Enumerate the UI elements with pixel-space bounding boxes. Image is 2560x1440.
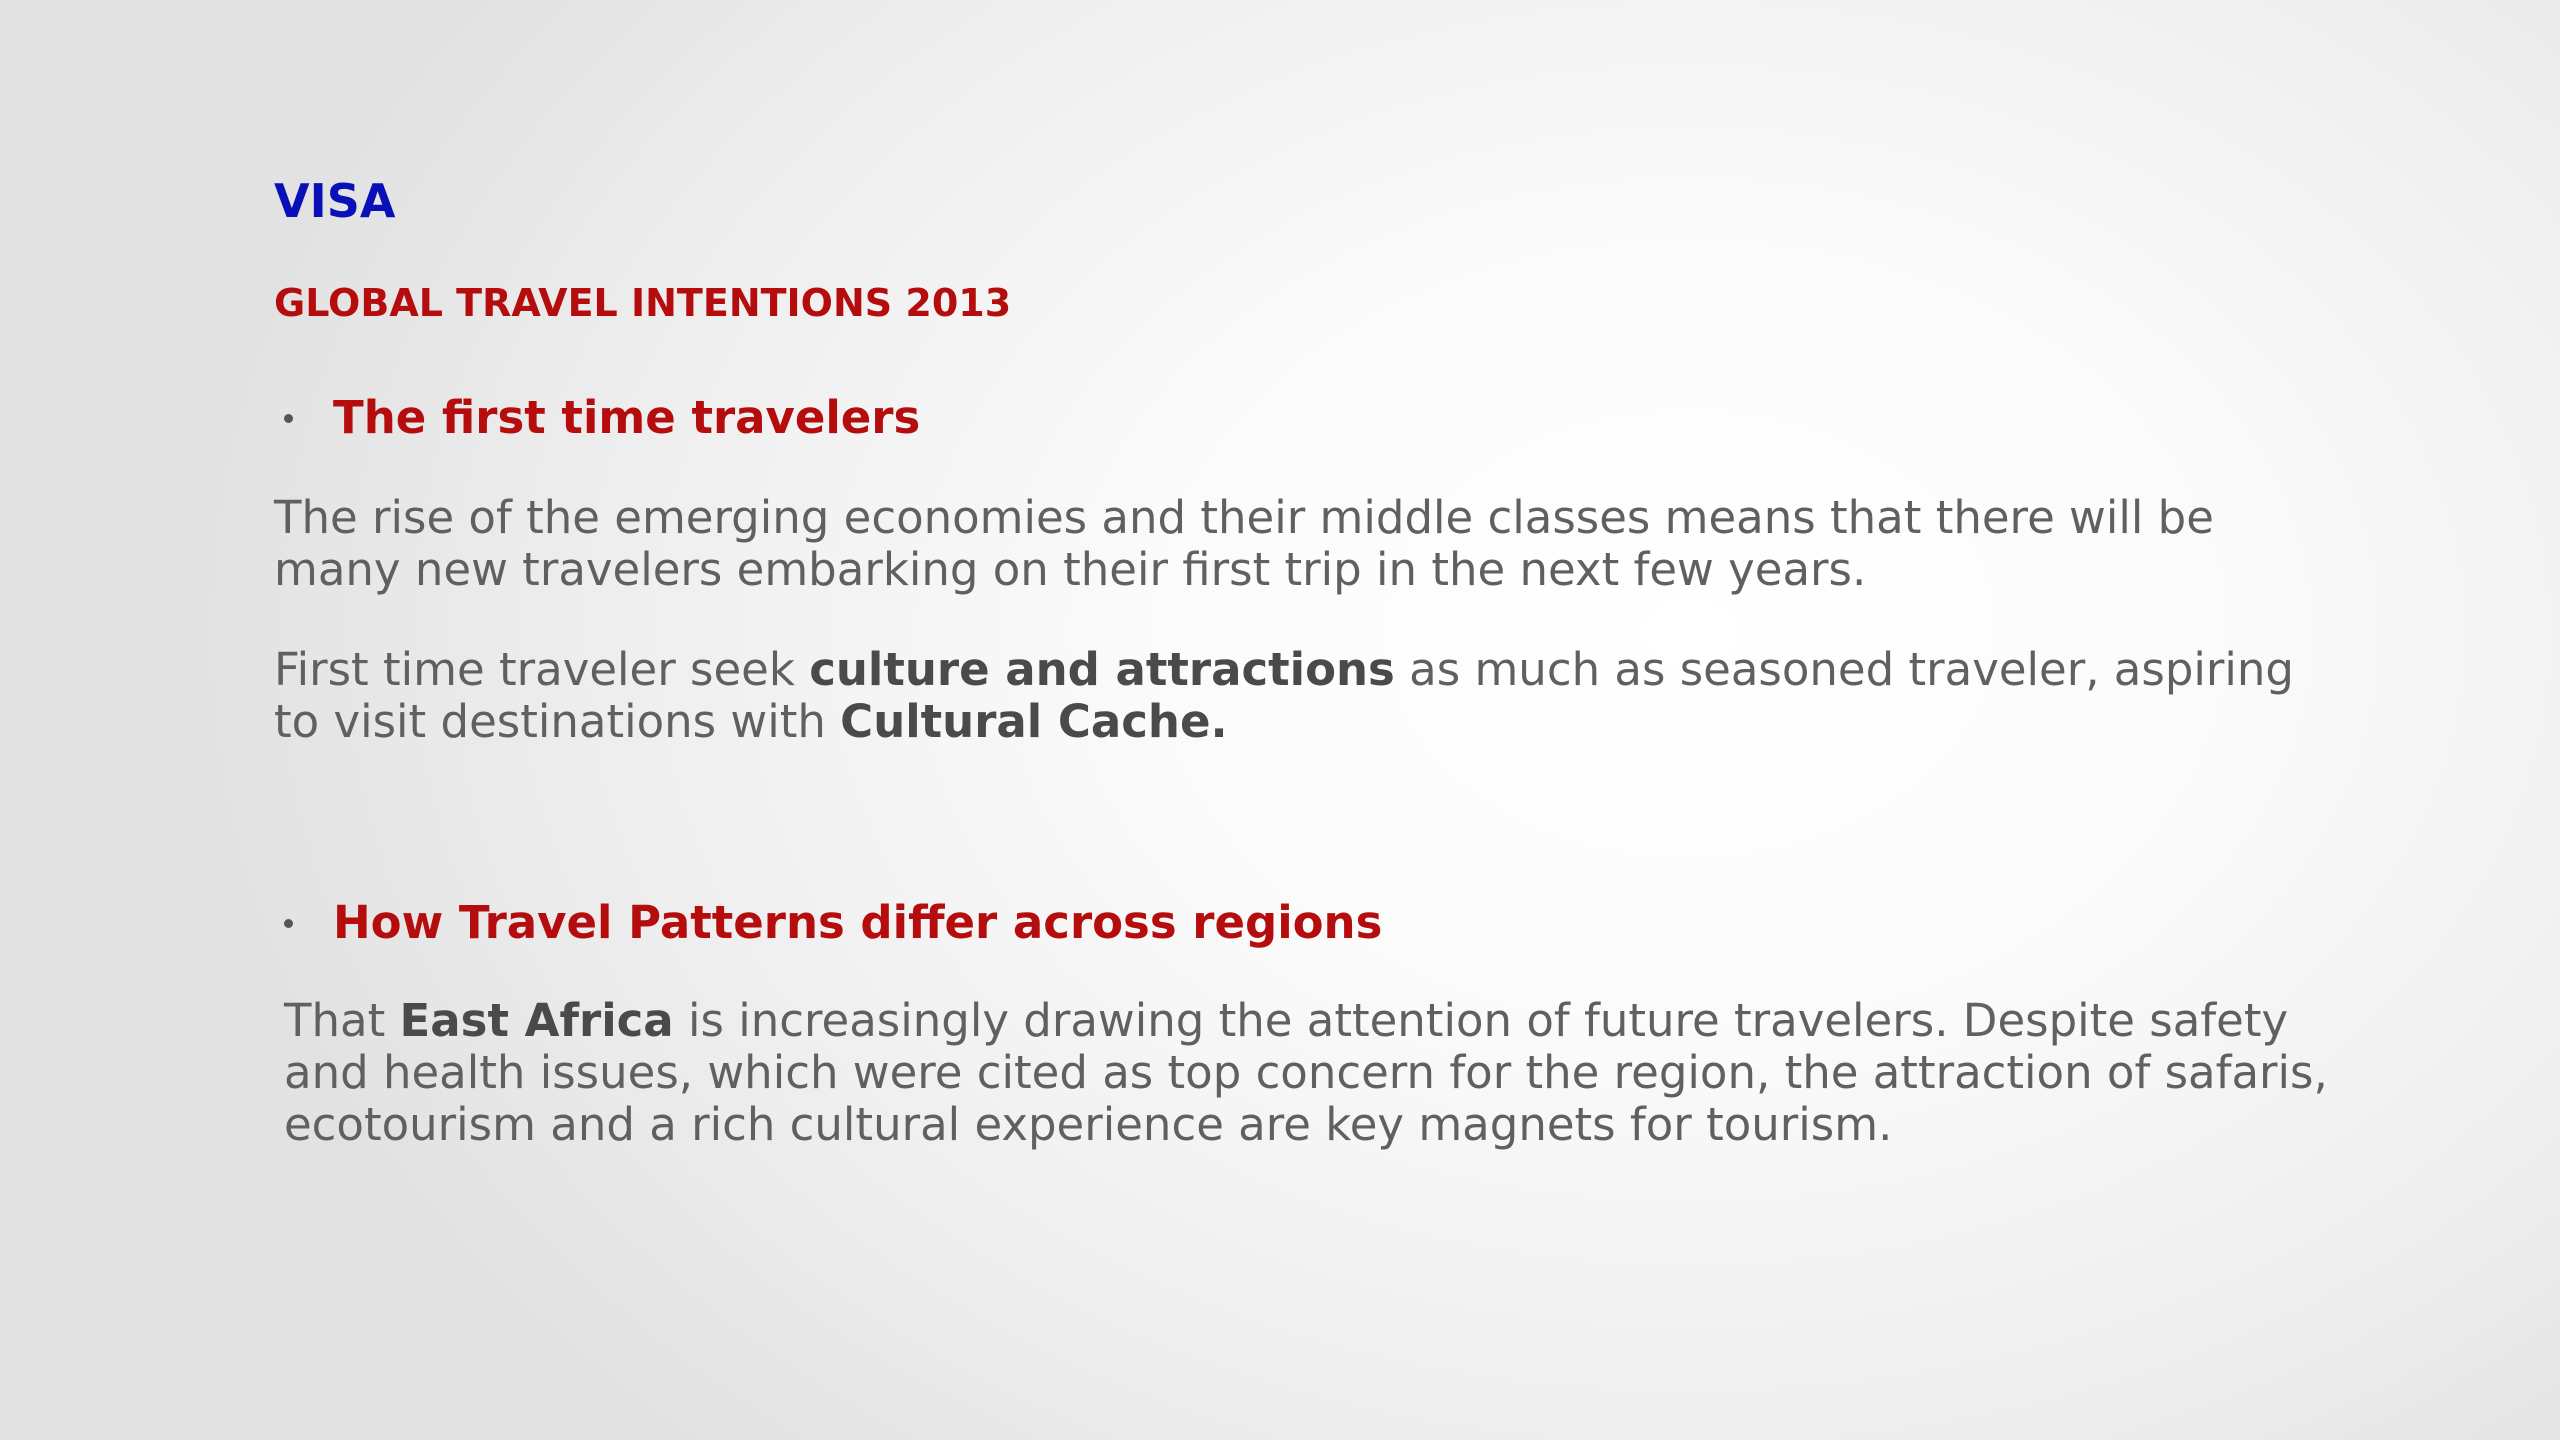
paragraph-text: is increasingly drawing the attention of future travelers. Despite safety and health issues, which were cited as top concern for the region, the attraction of safaris, ecotourism and a rich cultural experience are key magnets for tourism. bbox=[284, 994, 2328, 1151]
section-heading-text: How Travel Patterns differ across regions bbox=[333, 896, 1383, 949]
paragraph-text: That bbox=[284, 994, 400, 1047]
emphasis-text: East Africa bbox=[399, 994, 674, 1047]
bullet-icon bbox=[284, 414, 293, 423]
emphasis-text: culture and attractions bbox=[809, 643, 1395, 696]
paragraph-culture-attractions bbox=[274, 644, 2324, 748]
section-heading-travel-patterns bbox=[284, 894, 1382, 952]
brand-title: VISA bbox=[274, 174, 396, 228]
section-heading-text: The first time travelers bbox=[333, 391, 921, 444]
section-heading-first-time-travelers bbox=[284, 389, 920, 447]
paragraph-text: First time traveler seek bbox=[274, 643, 810, 696]
paragraph-text: as much as seasoned traveler, aspiring to visit destinations with bbox=[274, 643, 2294, 748]
paragraph-emerging-economies bbox=[274, 492, 2324, 596]
bullet-icon bbox=[284, 919, 293, 928]
paragraph-east-africa bbox=[284, 995, 2334, 1151]
slide-subtitle: GLOBAL TRAVEL INTENTIONS 2013 bbox=[274, 281, 1012, 325]
paragraph-text: The rise of the emerging economies and their middle classes means that there will be many new travelers embarking on their first trip in the next few years. bbox=[274, 491, 2214, 596]
emphasis-text: Cultural Cache. bbox=[840, 695, 1228, 748]
